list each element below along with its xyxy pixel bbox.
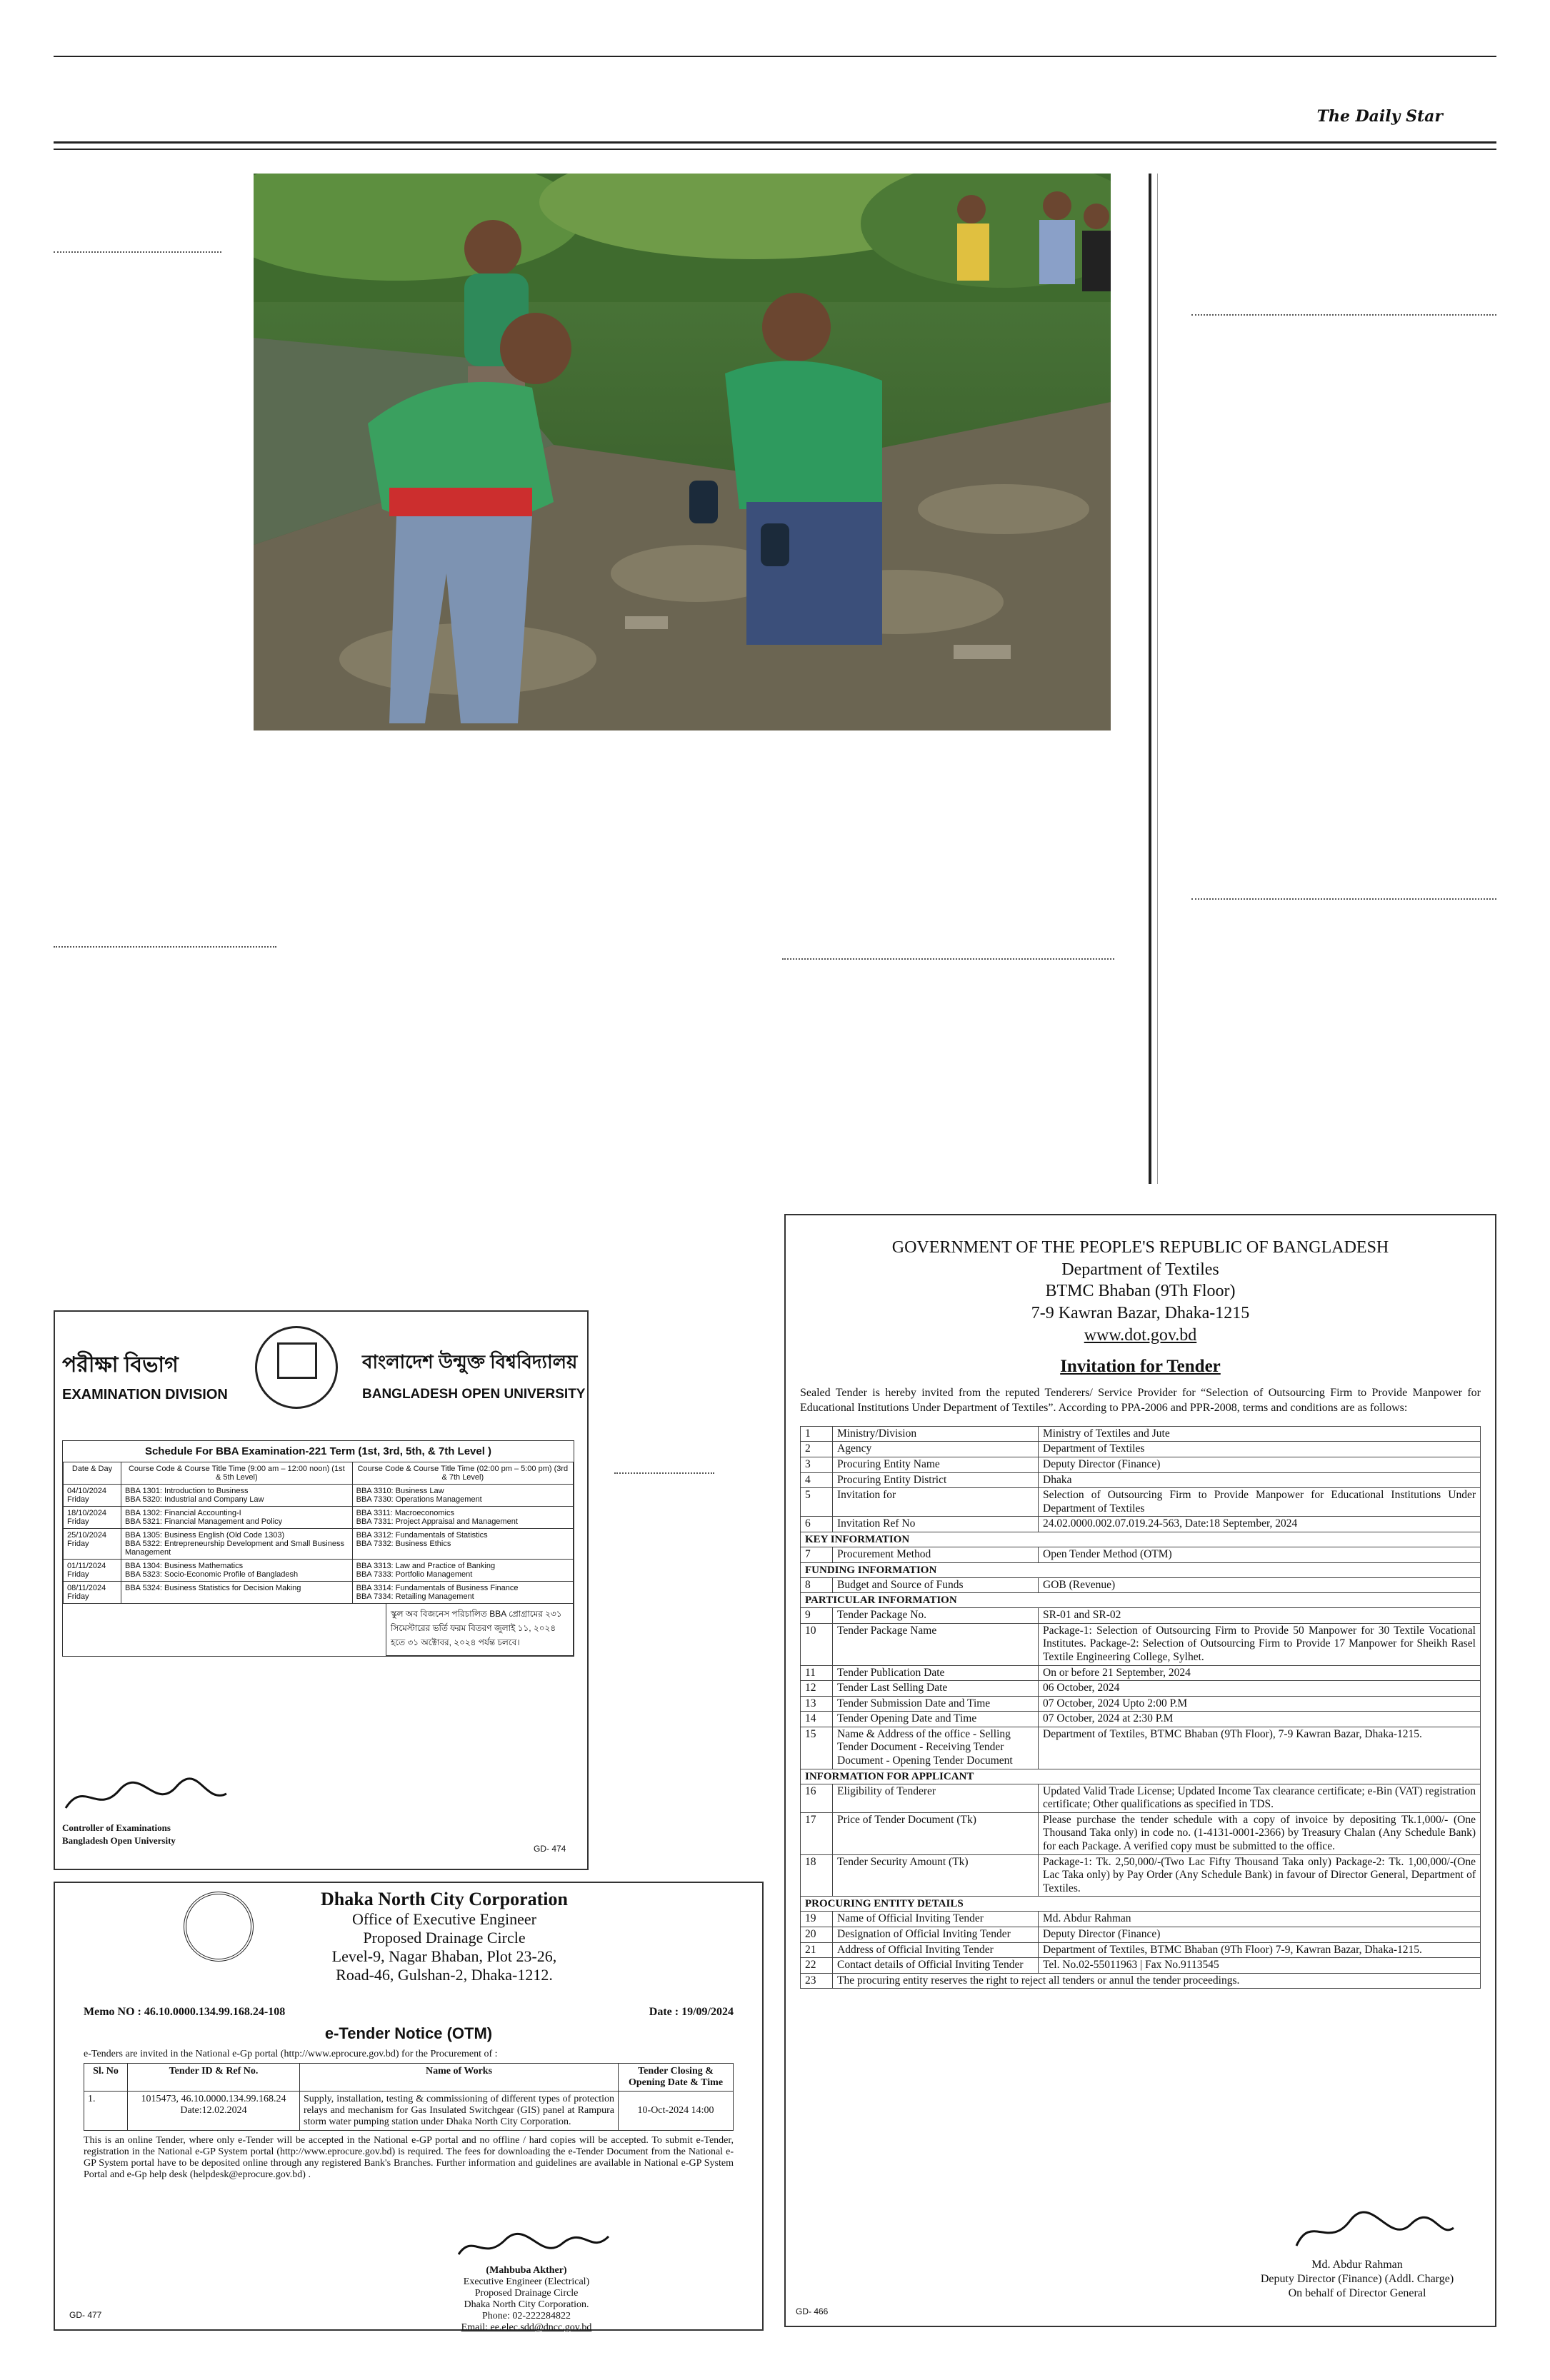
dncc-org: Dhaka North City Corporation (321, 1889, 568, 1909)
dncc-tender-table (84, 2063, 734, 2131)
schedule-box (62, 1440, 574, 1657)
col-header: Course Code & Course Title Time (9:00 am – 12:00 noon) (1st & 5th Level) (121, 1462, 353, 1485)
table-row (801, 1665, 1481, 1681)
division-bn: পরীক্ষা বিভাগ (62, 1353, 179, 1377)
dot-title: Invitation for Tender (1060, 1356, 1221, 1376)
table-row (801, 1442, 1481, 1457)
column-rule (1149, 174, 1151, 1184)
separator (614, 1472, 714, 1474)
separator (782, 958, 1114, 960)
dot-tender-table (800, 1426, 1481, 1989)
admission-note: স্কুল অব বিজনেস পরিচালিত BBA প্রোগ্রামের ২৩১ সিমেস্টারের ভর্তি ফরম বিতরণ জুলাই ১১, ২০২৪ হতে ৩১ অক্টোবর, ২০২৪ পর্যন্ত চলবে। (386, 1604, 574, 1656)
section-row (801, 1593, 1481, 1608)
table-row (64, 1485, 574, 1507)
table-row (801, 1547, 1481, 1562)
tender-id-cell: 1015473, 46.10.0000.134.99.168.24 Date:12.02.2024 (128, 2092, 300, 2131)
table-row (801, 1517, 1481, 1532)
dot-header: GOVERNMENT OF THE PEOPLE'S REPUBLIC OF BANGLADESH Department of Textiles BTMC Bhaban (9Th Floor) 7-9 Kawran Bazar, Dhaka-1215 www.dot.gov.bd (891, 1238, 1389, 1345)
table-row (801, 1472, 1481, 1488)
row-number: 5 (801, 1488, 833, 1517)
signer-org: Bangladesh Open University (62, 1835, 176, 1846)
dncc-address-1: Level-9, Nagar Bhaban, Plot 23-26, (331, 1947, 557, 1965)
section-row (801, 1897, 1481, 1912)
table-row (801, 1854, 1481, 1897)
row-label: Invitation for (833, 1488, 1039, 1517)
row-number: 16 (801, 1784, 833, 1812)
table-row (84, 2092, 734, 2131)
dot-intro: Sealed Tender is hereby invited from the reputed Tenderers/ Service Provider for “Selection of Outsourcing Firm to Provide Manpower for Educational Institutions Under Department of Textiles”. According to PPA-2006 and PPR-2008, terms and conditions are as follows: (800, 1386, 1481, 1415)
row-number: 3 (801, 1457, 833, 1472)
morning-cell: BBA 1305: Business English (Old Code 1303) BBA 5322: Entrepreneurship Development and Small Business Management (121, 1529, 353, 1560)
row-label: Eligibility of Tenderer (833, 1784, 1039, 1812)
morning-cell: BBA 1302: Financial Accounting-I BBA 5321: Financial Management and Policy (121, 1507, 353, 1529)
dncc-tender-ad (54, 1882, 764, 2334)
row-label: Designation of Official Inviting Tender (833, 1927, 1039, 1943)
table-row (801, 1608, 1481, 1624)
morning-cell: BBA 1304: Business Mathematics BBA 5323: Socio-Economic Profile of Bangladesh (121, 1560, 353, 1582)
dot-signer: Md. Abdur Rahman Deputy Director (Finance) (Addl. Charge) On behalf of Director General (1260, 2259, 1454, 2299)
table-row (801, 1696, 1481, 1712)
gd-number: GD- 477 (69, 2310, 102, 2320)
section-row (801, 1562, 1481, 1577)
university-seal (255, 1326, 338, 1409)
division-en: EXAMINATION DIVISION (62, 1387, 228, 1402)
section-heading: KEY INFORMATION (801, 1532, 1481, 1547)
row-label: Tender Package No. (833, 1608, 1039, 1624)
cleanup-photo-illustration (254, 174, 1111, 730)
row-value: 24.02.0000.002.07.019.24-563, Date:18 September, 2024 (1039, 1517, 1481, 1532)
section-row (801, 1532, 1481, 1547)
table-row (801, 1812, 1481, 1854)
work-cell: Supply, installation, testing & commissioning of different types of protection relays and mechanism for Gas Insulated Switchgear (GIS) panel at Rampura storm water pumping station under Dhaka North City Corporation. (300, 2092, 619, 2131)
notice-title: e-Tender Notice (OTM) (324, 2024, 493, 2042)
row-value: GOB (Revenue) (1039, 1577, 1481, 1593)
row-label: Price of Tender Document (Tk) (833, 1812, 1039, 1854)
separator (1191, 314, 1496, 316)
exam-schedule-table (63, 1462, 574, 1604)
row-label: Name & Address of the office - Selling Tender Document - Receiving Tender Document - Opening Tender Document (833, 1727, 1039, 1769)
row-label: Tender Last Selling Date (833, 1681, 1039, 1697)
dot-tender-ad (784, 1214, 1496, 2327)
row-value: On or before 21 September, 2024 (1039, 1665, 1481, 1681)
table-row (801, 1942, 1481, 1958)
row-value: Dhaka (1039, 1472, 1481, 1488)
row-value: 06 October, 2024 (1039, 1681, 1481, 1697)
row-label: Tender Package Name (833, 1623, 1039, 1665)
masthead-rule-1 (54, 141, 1496, 144)
table-row (801, 1958, 1481, 1974)
row-number: 23 (801, 1973, 833, 1989)
afternoon-cell: BBA 3314: Fundamentals of Business Finance BBA 7334: Retailing Management (352, 1582, 573, 1604)
table-row (64, 1560, 574, 1582)
date-cell: 04/10/2024 Friday (64, 1485, 121, 1507)
news-photo (254, 174, 1111, 730)
notice-body: This is an online Tender, where only e-Tender will be accepted in the National e-GP portal and no offline / hard copies will be accepted. To submit e-Tender, registration in the National e-GP System portal (http://www.eprocure.gov.bd) is required. The fees for downloading the e-Tender Document from the National e-GP System portal have to be deposited online through any registered Bank's Branches. Further information and guidelines are available in National e-GP System Portal and e-Gp help desk (helpdesk@eprocure.gov.bd) . (84, 2135, 734, 2180)
table-row (801, 1927, 1481, 1943)
row-number: 1 (801, 1426, 833, 1442)
row-number: 19 (801, 1912, 833, 1927)
table-row (801, 1623, 1481, 1665)
row-label: Tender Security Amount (Tk) (833, 1854, 1039, 1897)
signature (455, 2229, 612, 2265)
row-value: Deputy Director (Finance) (1039, 1457, 1481, 1472)
table-row (801, 1912, 1481, 1927)
separator (54, 251, 221, 253)
row-number: 6 (801, 1517, 833, 1532)
row-label: Procuring Entity District (833, 1472, 1039, 1488)
signer-title: Controller of Examinations (62, 1822, 171, 1833)
schedule-title: Schedule For BBA Examination-221 Term (1st, 3rd, 5th, & 7th Level ) (144, 1445, 492, 1457)
row-number: 13 (801, 1696, 833, 1712)
row-number: 12 (801, 1681, 833, 1697)
signature (1289, 2206, 1461, 2256)
table-row (801, 1488, 1481, 1517)
row-number: 8 (801, 1577, 833, 1593)
row-number: 22 (801, 1958, 833, 1974)
row-number: 11 (801, 1665, 833, 1681)
table-row (801, 1577, 1481, 1593)
top-rule (54, 56, 1496, 57)
col-header: Name of Works (300, 2064, 619, 2092)
column-rule-thin (1157, 174, 1158, 1184)
sl-cell: 1. (84, 2092, 128, 2131)
row-number: 14 (801, 1712, 833, 1727)
row-value: Please purchase the tender schedule with a copy of invoice by depositing Tk.1,000/- (One Thousand Taka only) in code no. (1-4131-0001-2366) by Treasury Chalan (Any Schedule Bank) for each Package. A verified copy must be submitted to the office. (1039, 1812, 1481, 1854)
date-cell: 08/11/2024 Friday (64, 1582, 121, 1604)
memo-no: Memo NO : 46.10.0000.134.99.168.24-108 (84, 2006, 286, 2018)
table-row (64, 1582, 574, 1604)
table-row (801, 1426, 1481, 1442)
section-heading: PARTICULAR INFORMATION (801, 1593, 1481, 1608)
afternoon-cell: BBA 3313: Law and Practice of Banking BBA 7333: Portfolio Management (352, 1560, 573, 1582)
date-cell: 25/10/2024 Friday (64, 1529, 121, 1560)
col-header: Tender Closing & Opening Date & Time (619, 2064, 734, 2092)
row-value: Ministry of Textiles and Jute (1039, 1426, 1481, 1442)
row-label: The procuring entity reserves the right to reject all tenders or annul the tender proceedings. (833, 1973, 1481, 1989)
row-number: 10 (801, 1623, 833, 1665)
row-number: 4 (801, 1472, 833, 1488)
row-value: Department of Textiles, BTMC Bhaban (9Th Floor), 7-9 Kawran Bazar, Dhaka-1215. (1039, 1727, 1481, 1769)
row-value: Tel. No.02-55011963 | Fax No.9113545 (1039, 1958, 1481, 1974)
row-value: SR-01 and SR-02 (1039, 1608, 1481, 1624)
table-row (801, 1712, 1481, 1727)
row-label: Tender Publication Date (833, 1665, 1039, 1681)
row-value: Package-1: Selection of Outsourcing Firm to Provide 50 Manpower for 30 Textile Vocational Institutes. Package-2: Selection of Outsourcing Firm to Provide 17 Manpower for Sheikh Rasel Textile Engineering College, Sylhet. (1039, 1623, 1481, 1665)
row-label: Invitation Ref No (833, 1517, 1039, 1532)
table-row (801, 1727, 1481, 1769)
table-row (801, 1784, 1481, 1812)
gd-number: GD- 474 (534, 1844, 566, 1854)
afternoon-cell: BBA 3311: Macroeconomics BBA 7331: Project Appraisal and Management (352, 1507, 573, 1529)
separator (54, 946, 276, 948)
section-heading: FUNDING INFORMATION (801, 1562, 1481, 1577)
row-label: Procurement Method (833, 1547, 1039, 1562)
university-en: BANGLADESH OPEN UNIVERSITY (362, 1387, 586, 1402)
row-value: Updated Valid Trade License; Updated Income Tax clearance certificate; e-Bin (VAT) registration certificate; Other qualifications as specified in TDS. (1039, 1784, 1481, 1812)
section-row (801, 1769, 1481, 1784)
signature (62, 1776, 234, 1819)
row-label: Ministry/Division (833, 1426, 1039, 1442)
exam-schedule-ad (54, 1310, 589, 1870)
section-heading: INFORMATION FOR APPLICANT (801, 1769, 1481, 1784)
row-value: Department of Textiles, BTMC Bhaban (9Th Floor) 7-9, Kawran Bazar, Dhaka-1215. (1039, 1942, 1481, 1958)
masthead-logo: The Daily Star (1316, 107, 1443, 126)
col-header: Tender ID & Ref No. (128, 2064, 300, 2092)
afternoon-cell: BBA 3312: Fundamentals of Statistics BBA 7332: Business Ethics (352, 1529, 573, 1560)
dncc-address-2: Road-46, Gulshan-2, Dhaka-1212. (336, 1966, 553, 1984)
memo-date: Date : 19/09/2024 (649, 2006, 734, 2018)
section-heading: PROCURING ENTITY DETAILS (801, 1897, 1481, 1912)
date-cell: 18/10/2024 Friday (64, 1507, 121, 1529)
row-value: Selection of Outsourcing Firm to Provide Manpower for Educational Institutions Under Department of Textiles (1039, 1488, 1481, 1517)
row-label: Procuring Entity Name (833, 1457, 1039, 1472)
row-value: 07 October, 2024 Upto 2:00 P.M (1039, 1696, 1481, 1712)
row-label: Address of Official Inviting Tender (833, 1942, 1039, 1958)
row-value: 07 October, 2024 at 2:30 P.M (1039, 1712, 1481, 1727)
row-label: Budget and Source of Funds (833, 1577, 1039, 1593)
dncc-signer: (Mahbuba Akther) Executive Engineer (Electrical) Proposed Drainage Circle Dhaka North City Corporation. Phone: 02-222284822 Email: ee.elec.sdd@dncc.gov.bd (461, 2265, 592, 2334)
row-label: Contact details of Official Inviting Tender (833, 1958, 1039, 1974)
table-row (64, 1529, 574, 1560)
row-value: Deputy Director (Finance) (1039, 1927, 1481, 1943)
row-value: Department of Textiles (1039, 1442, 1481, 1457)
table-row (801, 1457, 1481, 1472)
dncc-seal (184, 1892, 254, 1962)
gd-number: GD- 466 (796, 2306, 829, 2316)
row-number: 15 (801, 1727, 833, 1769)
notice-intro: e-Tenders are invited in the National e-Gp portal (http://www.eprocure.gov.bd) for the Procurement of : (84, 2049, 498, 2059)
row-label: Tender Submission Date and Time (833, 1696, 1039, 1712)
row-label: Name of Official Inviting Tender (833, 1912, 1039, 1927)
separator (1191, 898, 1496, 900)
row-number: 9 (801, 1608, 833, 1624)
date-cell: 01/11/2024 Friday (64, 1560, 121, 1582)
closing-cell: 10-Oct-2024 14:00 (619, 2092, 734, 2131)
row-label: Tender Opening Date and Time (833, 1712, 1039, 1727)
col-header: Sl. No (84, 2064, 128, 2092)
row-number: 7 (801, 1547, 833, 1562)
table-row (801, 1973, 1481, 1989)
row-value: Package-1: Tk. 2,50,000/-(Two Lac Fifty Thousand Taka only) Package-2: Tk. 1,00,000/-(One Lac Taka only) by Pay Order (Any Schedule Bank) in favour of Director General, Department of Textiles. (1039, 1854, 1481, 1897)
row-number: 17 (801, 1812, 833, 1854)
row-number: 20 (801, 1927, 833, 1943)
col-header: Date & Day (64, 1462, 121, 1485)
row-number: 18 (801, 1854, 833, 1897)
university-bn: বাংলাদেশ উন্মুক্ত বিশ্ববিদ্যালয় (362, 1351, 578, 1372)
row-label: Agency (833, 1442, 1039, 1457)
table-row (64, 1507, 574, 1529)
table-row (801, 1681, 1481, 1697)
morning-cell: BBA 5324: Business Statistics for Decision Making (121, 1582, 353, 1604)
dncc-circle: Proposed Drainage Circle (363, 1929, 526, 1947)
masthead-rule-2 (54, 149, 1496, 150)
row-value: Md. Abdur Rahman (1039, 1912, 1481, 1927)
col-header: Course Code & Course Title Time (02:00 pm – 5:00 pm) (3rd & 7th Level) (352, 1462, 573, 1485)
row-number: 2 (801, 1442, 833, 1457)
row-number: 21 (801, 1942, 833, 1958)
morning-cell: BBA 1301: Introduction to Business BBA 5320: Industrial and Company Law (121, 1485, 353, 1507)
row-value: Open Tender Method (OTM) (1039, 1547, 1481, 1562)
afternoon-cell: BBA 3310: Business Law BBA 7330: Operations Management (352, 1485, 573, 1507)
dncc-office: Office of Executive Engineer (352, 1910, 536, 1928)
